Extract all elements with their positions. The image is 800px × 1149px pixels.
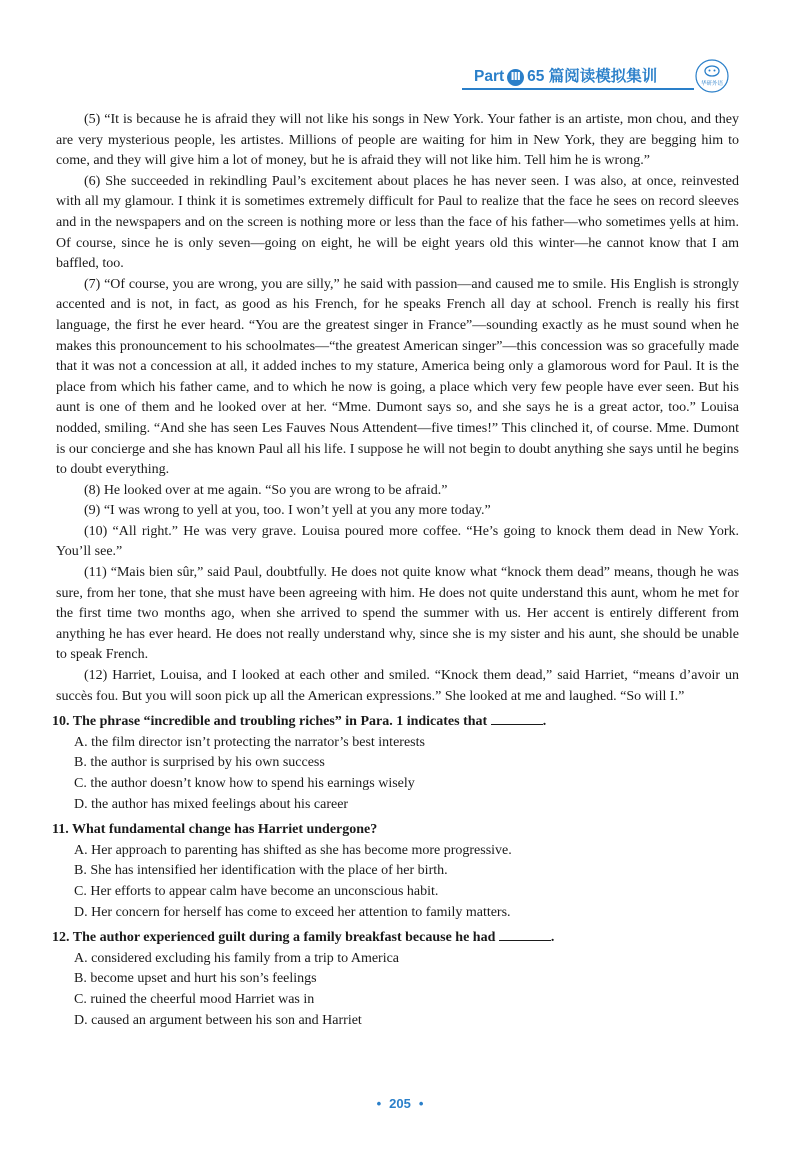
question-stem: 11. What fundamental change has Harriet undergone? (52, 822, 378, 838)
question-11 (52, 820, 739, 923)
paragraph-11: (11) “Mais bien sûr,” said Paul, doubtfully. He does not quite know what “knock them dead” means, though he was sure, from her tone, that she must have been agreeing with him. He does not quite understand this aunt, whom he met for the first time two months ago, when she arrived to spend the summer with us. Her accent is entirely different from anything he has ever heard. He does not really understand why, since she is my sister and his aunt, she should be unable to speak French. (56, 565, 739, 663)
option-c: C. Her efforts to appear calm have become an unconscious habit. (74, 883, 439, 899)
question-stem: 12. The author experienced guilt during a family breakfast because he had . (52, 930, 555, 946)
page-number: 205 (389, 1096, 411, 1111)
option-c: C. the author doesn’t know how to spend his earnings wisely (74, 776, 415, 791)
option-a: A. considered excluding his family from a trip to America (74, 950, 400, 966)
option-b: B. become upset and hurt his son’s feelings (74, 971, 317, 987)
footer-dot-right: • (418, 1096, 424, 1111)
paragraph-12: (12) Harriet, Louisa, and I looked at each other and smiled. “Knock them dead,” said Harriet, “means d’avoir un succès fou. But you will soon pick up all the American expressions.” She looked at me and laughed. “So will I.” (56, 668, 739, 704)
footer-dot-left: • (376, 1096, 382, 1111)
question-12 (52, 928, 739, 1031)
question-10 (52, 712, 739, 815)
paragraph-8: (8) He looked over at me again. “So you are wrong to be afraid.” (84, 482, 448, 498)
header-title (474, 64, 657, 86)
option-d: D. the author has mixed feelings about his career (74, 796, 349, 812)
option-a: A. Her approach to parenting has shifted as she has become more progressive. (74, 842, 512, 858)
option-b: B. She has intensified her identification with the place of her birth. (74, 863, 448, 879)
part-number-badge: Ⅲ (507, 69, 524, 86)
answer-blank (499, 928, 551, 941)
part-label: Part (474, 68, 505, 85)
paragraph-9: (9) “I was wrong to yell at you, too. I won’t yell at you any more today.” (84, 503, 491, 519)
question-stem: 10. The phrase “incredible and troubling riches” in Para. 1 indicates that . (52, 714, 547, 730)
option-d: D. Her concern for herself has come to exceed her attention to family matters. (74, 904, 511, 920)
paragraph-5: (5) “It is because he is afraid they will not like his songs in New York. Your father is an artiste, mon chou, and they are very mysterious people, les artistes. Millions of people are waiting for him in New York, they are begging him to come, and they will give him a lot of money, but he is afraid they will not like him. Tell him he is wrong.” (56, 112, 739, 169)
answer-blank (491, 712, 543, 725)
paragraph-7: (7) “Of course, you are wrong, you are silly,” he said with passion—and caused me to smile. His English is strongly accented and is not, in fact, as good as his French, for he speaks French all day at school. French is really his first language, the first he ever heard. “You are the greatest singer in France”—sounding exactly as he must sound when he makes this pronouncement to his schoolmates—“the greatest American singer”—this concession was so gracefully made that it was not a concession at all, it added inches to my stature, America being only a glamorous word for Paul. It is the place from which his father came, and to which he now is going, a place which very few people have ever seen. But his aunt is one of them and he looked over at her. “Mme. Dumont says so, and she says he is a great actor, too.” Louisa nodded, smiling. “And she has seen Les Fauves Nous Attendent—five times!” This clinched it, of course. Mme. Dumont is our concierge and she has known Paul all his life. I suppose he will not begin to doubt anything she says until he begins to doubt everything. (56, 276, 739, 478)
paragraph-10: (10) “All right.” He was very grave. Louisa poured more coffee. “He’s going to knock them dead in New York. You’ll see.” (56, 523, 739, 560)
option-b: B. the author is surprised by his own success (74, 755, 325, 771)
logo-text: 华研外语 (700, 81, 724, 87)
publisher-logo-icon (694, 58, 730, 94)
option-c: C. ruined the cheerful mood Harriet was in (74, 991, 315, 1007)
section-title: 65 篇阅读模拟集训 (527, 68, 658, 85)
option-a: A. the film director isn’t protecting the narrator’s best interests (74, 734, 425, 750)
paragraph-6: (6) She succeeded in rekindling Paul’s excitement about places he has never seen. I was also, at once, reinvested with all my glamour. I think it is sometimes extremely difficult for Paul to realize that the face he sees on record sleeves and in the newspapers and on the screen is nothing more or less than the face of his father—who sometimes yells at him. Of course, since he is only seven—going on eight, he will be eight years old this winter—he cannot know that I am baffled, too. (56, 173, 739, 272)
option-d: D. caused an argument between his son and Harriet (74, 1012, 362, 1028)
page-footer (0, 1096, 800, 1111)
header-rule (462, 88, 694, 90)
page-header (462, 58, 742, 98)
page-content (52, 110, 739, 1031)
